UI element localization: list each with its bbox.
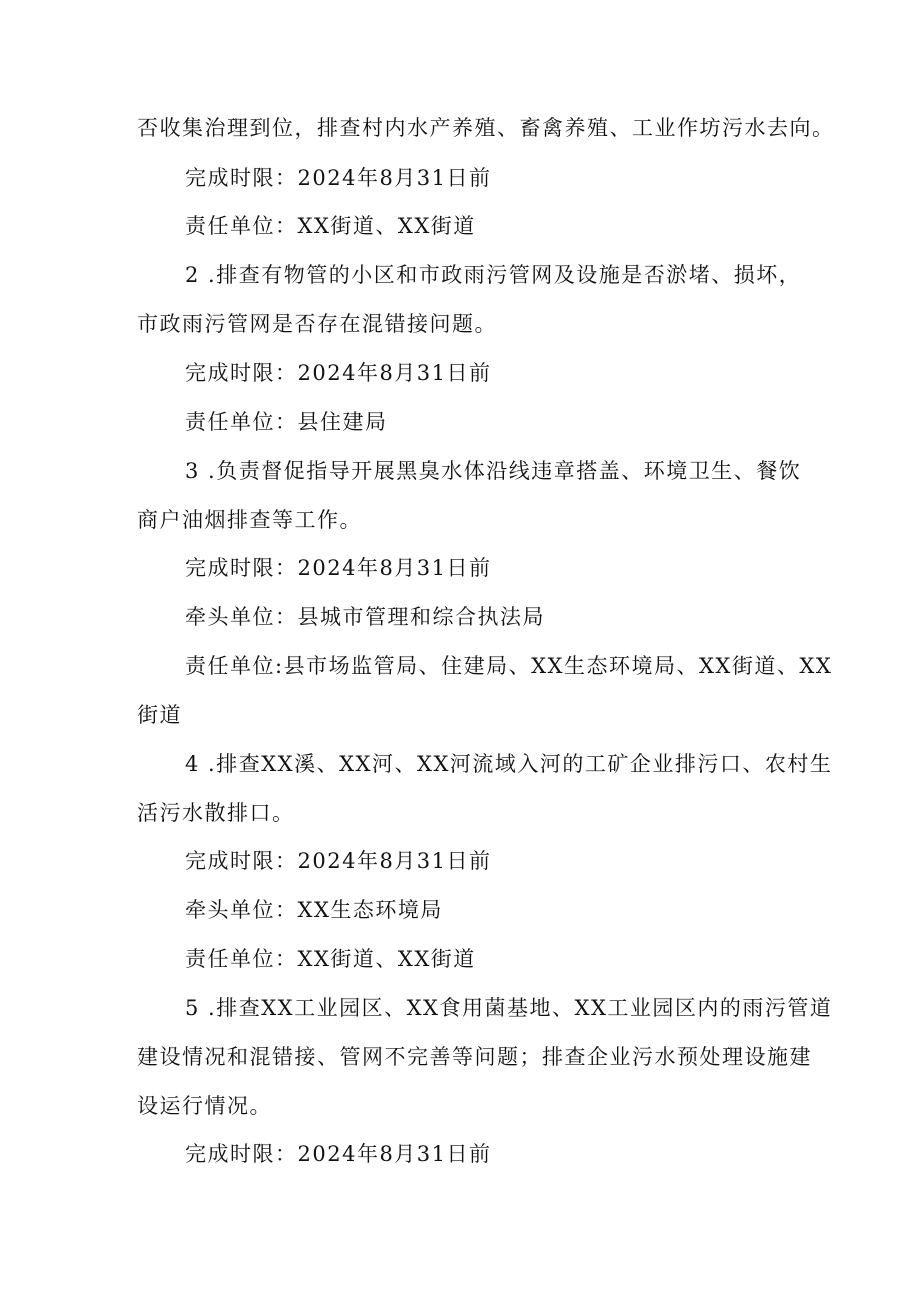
deadline-line: 完成时限：2024年8月31日前 bbox=[185, 556, 492, 580]
responsible-unit-line: 责任单位：县住建局 bbox=[185, 410, 388, 434]
responsible-unit-line: 责任单位：XX街道、XX街道 bbox=[185, 214, 476, 238]
paragraph-line: 否收集治理到位，排查村内水产养殖、畜禽养殖、工业作坊污水去向。 bbox=[137, 116, 835, 140]
responsible-unit-line: 责任单位：XX街道、XX街道 bbox=[185, 947, 476, 971]
item-3-line: 3 .负责督促指导开展黑臭水体沿线违章搭盖、环境卫生、餐饮 bbox=[185, 459, 802, 483]
item-4-line-continued: 活污水散排口。 bbox=[137, 801, 295, 825]
item-2-line-continued: 市政雨污管网是否存在混错接问题。 bbox=[137, 312, 497, 336]
lead-unit-line: 牵头单位：县城市管理和综合执法局 bbox=[185, 605, 545, 629]
deadline-line: 完成时限：2024年8月31日前 bbox=[185, 1142, 492, 1166]
item-5-line-continued: 设运行情况。 bbox=[137, 1094, 272, 1118]
deadline-line: 完成时限：2024年8月31日前 bbox=[185, 166, 492, 190]
item-3-line-continued: 商户油烟排查等工作。 bbox=[137, 508, 362, 532]
item-4-line: 4 .排查XX溪、XX河、XX河流域入河的工矿企业排污口、农村生 bbox=[185, 752, 833, 776]
lead-unit-line: 牵头单位：XX生态环境局 bbox=[185, 898, 443, 922]
item-5-line: 5 .排查XX工业园区、XX食用菌基地、XX工业园区内的雨污管道 bbox=[185, 996, 833, 1020]
responsible-unit-line-continued: 街道 bbox=[137, 703, 182, 727]
item-2-line: 2 .排查有物管的小区和市政雨污管网及设施是否淤堵、损坏， bbox=[185, 263, 802, 287]
responsible-unit-line: 责任单位:县市场监管局、住建局、XX生态环境局、XX街道、XX bbox=[185, 654, 833, 678]
deadline-line: 完成时限：2024年8月31日前 bbox=[185, 849, 492, 873]
deadline-line: 完成时限：2024年8月31日前 bbox=[185, 361, 492, 385]
item-5-line-continued: 建设情况和混错接、管网不完善等问题；排查企业污水预处理设施建 bbox=[137, 1045, 812, 1069]
